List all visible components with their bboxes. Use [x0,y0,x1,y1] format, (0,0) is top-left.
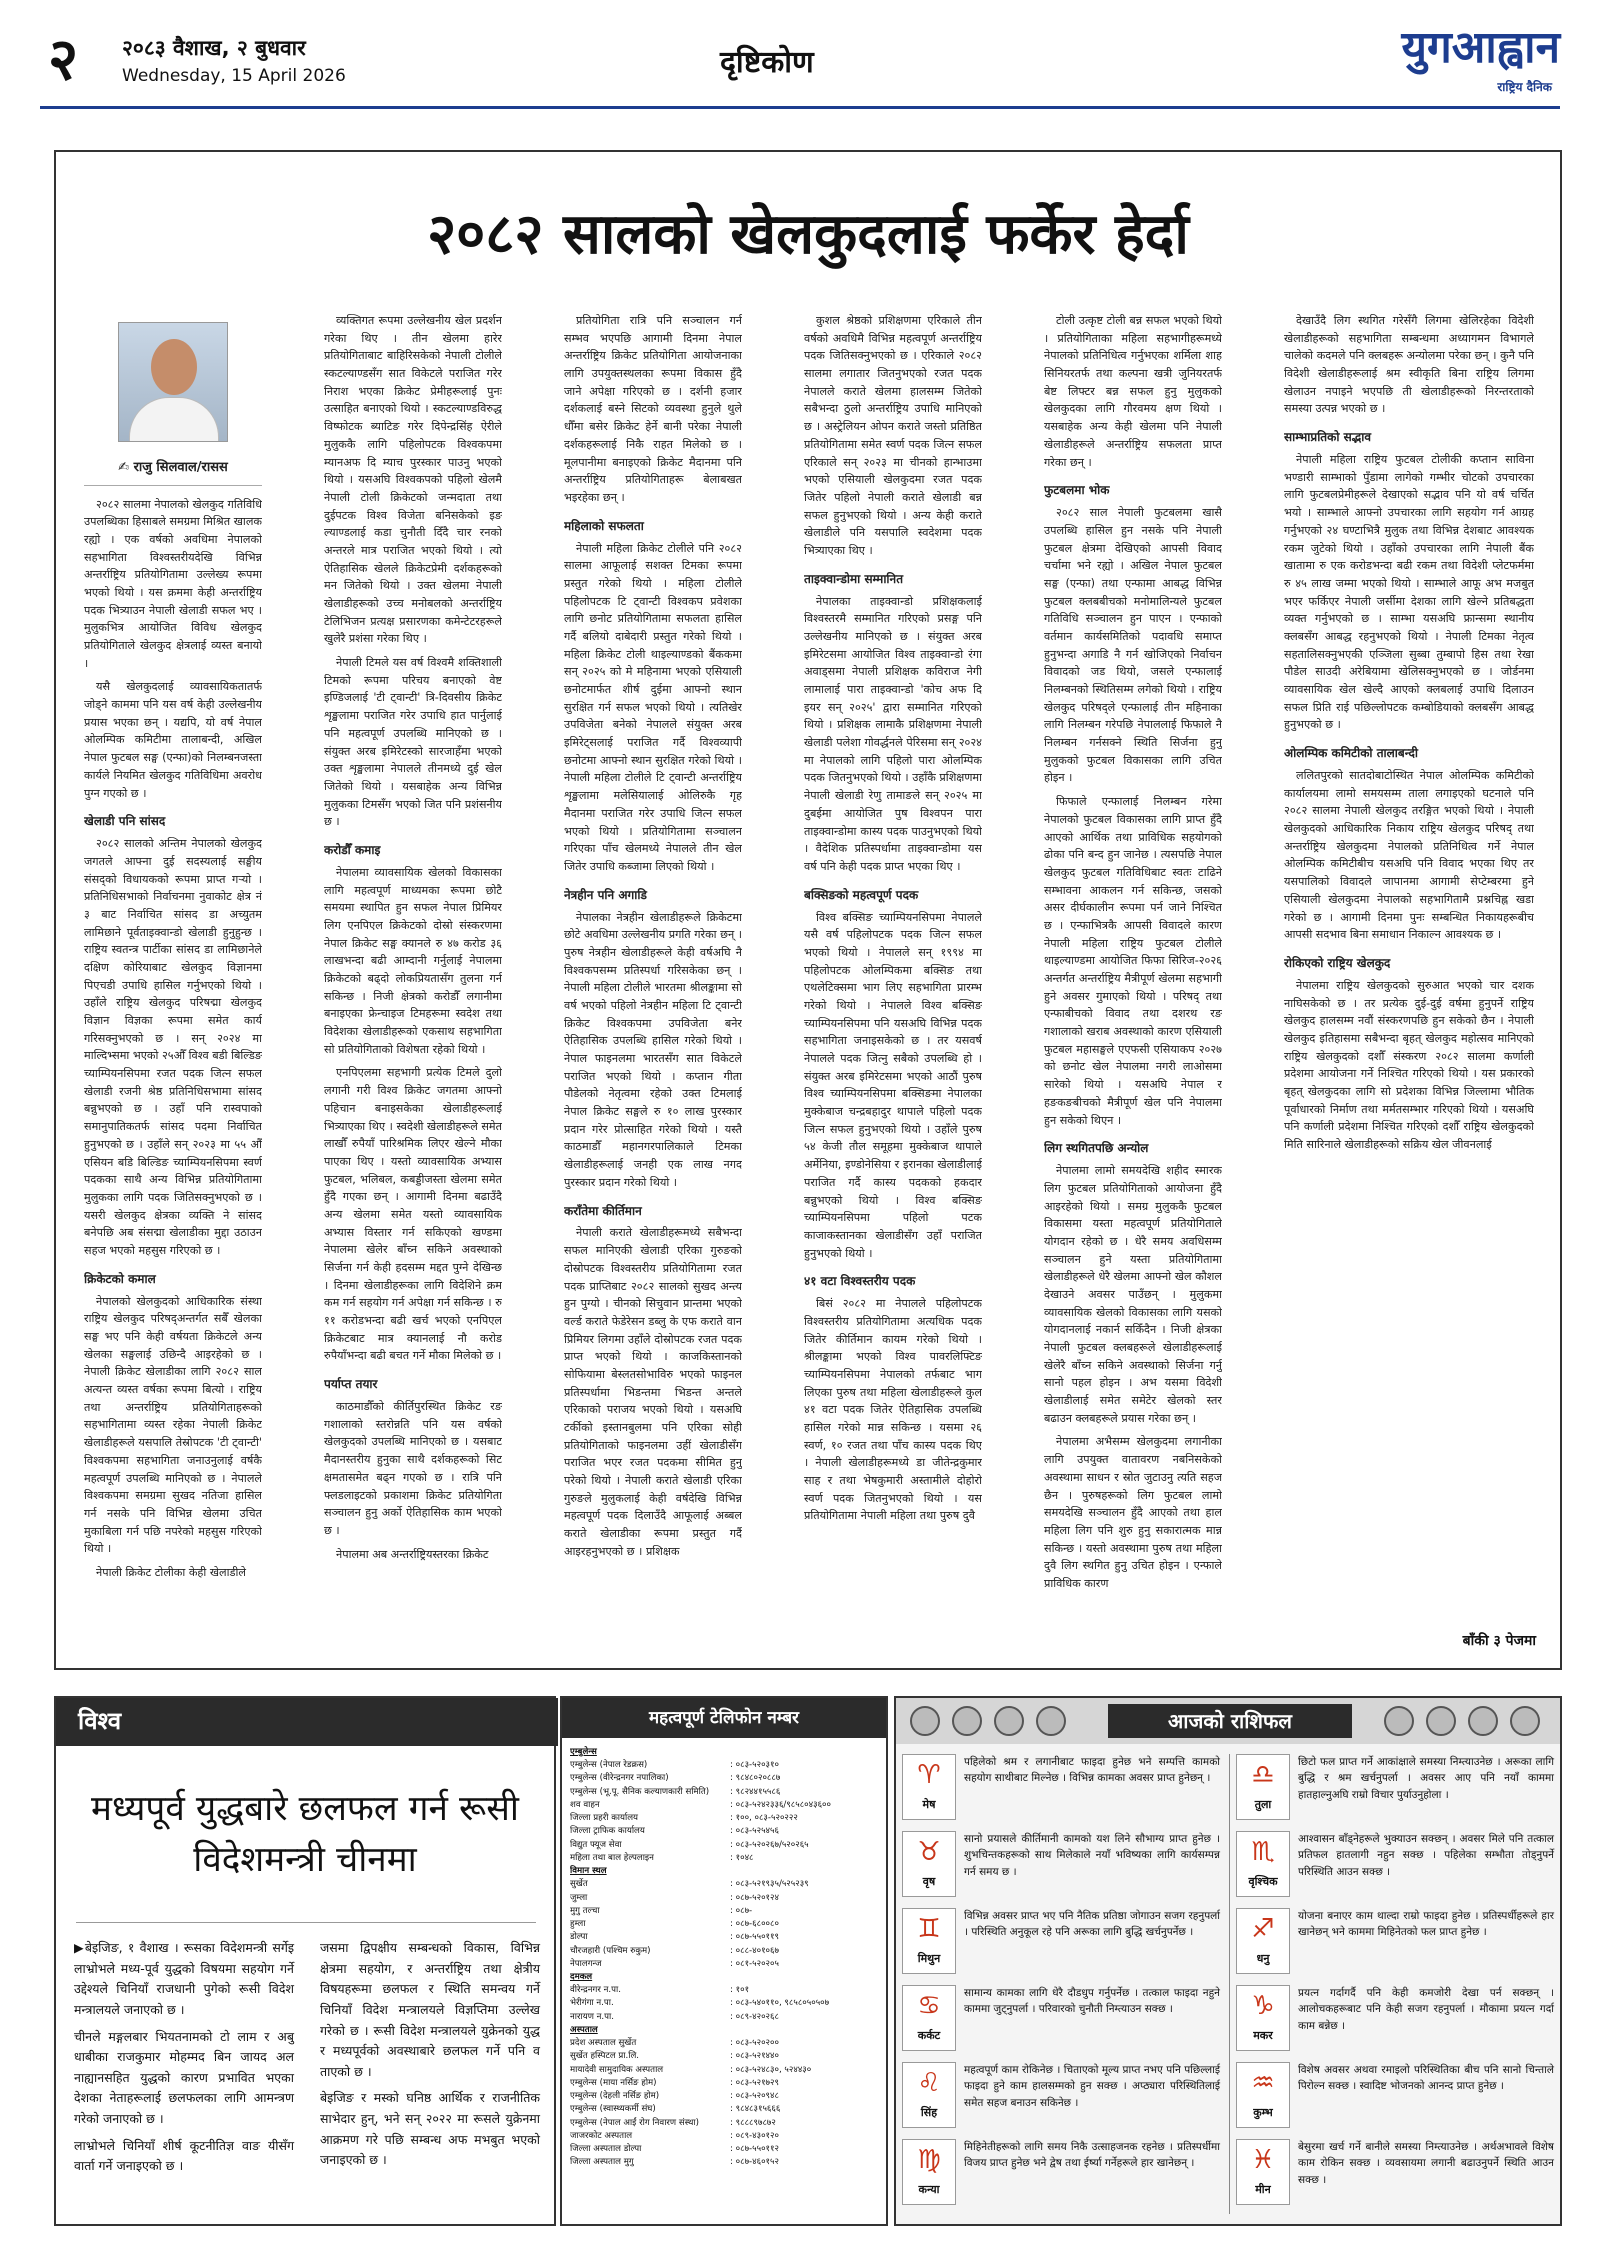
phone-number [730,1746,882,1759]
zodiac-glyph: ♏ [1251,1837,1275,1867]
subheading: नेत्रहीन पनि अगाडि [564,887,647,902]
horoscope-text: सामान्य कामका लागि धेरै दौडधुप गर्नुपर्नेछ । तत्काल फाइदा नहुने काममा जुट्नुपर्ला । परिवारको चुनौती निम्त्याउन सक्छ । [964,1987,1220,2016]
zodiac-ornament-icon [994,1706,1024,1736]
phone-row [570,2103,882,2116]
zodiac-name: मीन [1255,2183,1271,2196]
horoscope-text: छिटो फल प्राप्त गर्ने आकांक्षाले समस्या निम्त्याउनेछ । अरूका लागि बुद्धि र श्रम खर्चनुपर्ला । अवसर आए पनि नयाँ काममा हातहाल्नुअघि राम्रो विचार पुर्याउनुहोला । [1298,1756,1554,1801]
date-nepali: २०८३ वैशाख, २ बुधवार [122,36,306,60]
phone-row [570,1839,882,1852]
phone-label: जिल्ला प्रहरी कार्यालय [570,1813,639,1824]
paragraph: टोली उत्कृष्ट टोली बन्न सफल भएको थियो । प्रतियोगिताका महिला सहभागीहरूमध्ये नेपालको प्रतिनिधित्व गर्नुभएका शर्मिला शाह सिनियरतर्फ तथा कल्पना खत्री जुनियरतर्फ बेष्ट लिफ्टर बन्न सफल हुनु मुलुकको खेलकुदका लागि गौरवमय क्षण थियो । यसबाहेक अन्य केही खेलमा पनि नेपाली खेलाडीहरूले अन्तर्राष्ट्रिय सफलता प्राप्त गरेका छन् । [1044,314,1222,469]
phone-row [570,1825,882,1838]
zodiac-name: वृष [922,1875,936,1888]
phone-number [730,1865,882,1878]
phone-number: : ०८३-५२०९४८ [730,2091,779,2102]
paragraph: ललितपुरको सातदोबाटोस्थित नेपाल ओलम्पिक कमिटीको कार्यालयमा लामो समयसम्म ताला लगाइएको घटनाले पनि २०८२ सालमा नेपाली खेलकुद तरङ्गित भएको थियो । नेपाली खेलकुदको आधिकारिक निकाय राष्ट्रिय खेलकुद परिषद् तथा अन्तर्राष्ट्रिय खेलकुदमा नेपालको प्रतिनिधित्व गर्ने नेपाल ओलम्पिक कमिटीबीच यसअघि पनि विवाद भएका थिए तर यसपालिको विवादले जापानमा आगामी सेप्टेम्बरमा हुने एसियाली खेलकुदमा नेपालको सहभागितामै प्रश्नचिह्न खडा गरेको छ । आगामी दिनमा पुनः सम्बन्धित निकायहरूबीच आपसी सदभाव बिना समाधान निकाल्न आवश्यक छ । [1284,769,1534,942]
phone-number: : ०८७-५५०११२ [730,2144,779,2155]
zodiac-name: मिथुन [917,1952,941,1965]
horoscope-text: आश्वासन बाँड्नेहरूले भुक्याउन सक्छन् । अवसर मिले पनि तत्काल प्रतिफल हातलागी नहुन सक्छ । पहिलेका सम्भौता तोड्नुपर्ने परिस्थिति आउन सक्छ । [1298,1833,1554,1878]
zodiac-ornament-icon [910,1706,940,1736]
world-headline: मध्यपूर्व युद्धबारे छलफल गर्न रूसी विदेशमन्त्री चीनमा [91,1789,519,1880]
zodiac-name: मकर [1253,2029,1273,2042]
horoscope-text: महत्वपूर्ण काम रोकिनेछ । चिताएको मूल्य प्राप्त नभए पनि पछिल्लाई फाइदा हुने काम हालसम्मको हुन सक्छ । अप्ठ्यारा परिस्थितिलाई समेत सहज बनाउन सकिनेछ । [964,2064,1220,2109]
phone-row [570,1852,882,1865]
phone-number: : ०८३-५२१४४० [730,2051,779,2062]
phone-group-heading [570,1746,882,1759]
world-tab-bar [56,1698,558,1746]
world-body [74,1938,540,2218]
horoscope-entry [1236,1985,1558,2055]
paragraph: नेपालमा अब अन्तर्राष्ट्रियस्तरका क्रिकेट [336,1547,489,1561]
continued-note: बाँकी ३ पेजमा [1462,1633,1536,1649]
zodiac-glyph: ♋ [917,1991,941,2021]
paragraph: नेपालका ताइक्वान्डो प्रशिक्षकलाई विश्वस्तरमै सम्मानित गरिएको प्रसङ्ग पनि उल्लेखनीय मानिएको छ । संयुक्त अरब इमिरेटसमा आयोजित विश्व ताइक्वान्डो रंगा अवाड्समा नेपाली प्रशिक्षक कविराज नेगी लामालाई पारा ताइक्वान्डो 'कोच अफ दि इयर सन् २०२५' द्वारा सम्मानित गरिएको थियो । प्रशिक्षक लामाकै प्रशिक्षणमा नेपाली खेलाडी पलेशा गोवर्द्धनले पेरिसमा सन् २०२४ मा नेपालको लागि पहिलो पारा ओलम्पिक पदक जितनुभएको थियो । उहाँकै प्रशिक्षणमा नेपाली खेलाडी रेणु तामाङले सन् २०२५ मा दुबईमा आयोजित पुष विश्वपन पारा ताइक्वान्डोमा कास्य पदक पाउनुभएको थियो । वैदेशिक प्रतिस्पर्धामा ताइक्वान्डोमा यस वर्ष पनि केही पदक प्राप्त भएका थिए । [804,594,982,873]
phone-label: जिल्ला अस्पताल मुगु [570,2157,634,2168]
phone-number: : १००, ०८३-५२०२२२ [730,1813,798,1824]
phone-row [570,2117,882,2130]
paragraph: नेपालमा राष्ट्रिय खेलकुदको सुरुआत भएको चार दशक नाघिसकेको छ । तर प्रत्येक दुई-दुई वर्षमा हुनुपर्ने राष्ट्रिय खेलकुद हालसम्म नवौं संस्करणपछि हुन सकेको छैन । नेपाली खेलकुद इतिहासमा सबैभन्दा बृहत् खेलकुद महोत्सव मानिएको राष्ट्रिय खेलकुदको दशौँ संस्करण २०८२ सालमा कर्णाली प्रदेशमा आयोजना गर्ने निश्चित गरिएको थियो । यस प्रकारको बृहत् खेलकुदका लागि सो प्रदेशका विभिन्न जिल्लामा भौतिक पूर्वाधारको निर्माण तथा मर्मतसम्भार गरिएको थियो । यसअघि पनि कर्णाली प्रदेशमा निश्चित गरिएको दशौँ राष्ट्रिय खेलकुदको मिति सारिनाले खेलाडीहरूको सक्रिय खेल जीवनलाई [1284,978,1534,1152]
horoscope-entry [902,1754,1224,1824]
horoscope-entry [1236,1908,1558,1978]
phone-directory-title: महत्वपूर्ण टेलिफोन नम्बर [562,1698,886,1738]
paragraph: यसै खेलकुदलाई व्यावसायिकतातर्फ जोड्ने काममा पनि यस वर्ष केही उल्लेखनीय प्रयास भएका छन् । यद्यपि, यो वर्ष नेपाल ओलम्पिक कमिटीमा तालाबन्दी, अखिल नेपाल फुटबल सङ्घ (एन्फा)को निलम्बनजस्ता कार्यले नियमित खेलकुद गतिविधिमा अवरोध पुग्न गएको छ । [84,680,262,800]
phone-label: सुर्खेत [570,1879,588,1890]
phone-row [570,1931,882,1944]
phone-number: : ०८३-५२४२३३६/९८५८०४३६०० [730,1799,831,1810]
phone-number: : १०१ [730,1985,750,1996]
paragraph: नेपालको खेलकुदको आधिकारिक संस्था राष्ट्रिय खेलकुद परिषद्अन्तर्गत सबैँ खेलका सङ्घ भए पनि केही वर्षयता क्रिकेटले अन्य खेलका सङ्घलाई उछिन्दै आइरहेको छ । नेपाली क्रिकेट खेलाडीका लागि २०८२ साल अत्यन्त व्यस्त वर्षका रूपमा बित्यो । राष्ट्रिय तथा अन्तर्राष्ट्रिय प्रतियोगिताहरूको सहभागितामा व्यस्त रहेका नेपाली क्रिकेट खेलाडीहरूले यसपालि तेस्रोपटक 'टी ट्वान्टी' विश्वकपमा सहभागिता जनाउनुलाई वर्षकै महत्वपूर्ण उपलब्धि मानिएको छ । नेपालले विश्वकपमा समग्रमा सुखद नतिजा हासिल गर्न नसके पनि विभिन्न खेलमा उचित मुकाबिला गर्न पछि नपरेको महसुस गरिएको थियो । [84,1294,262,1556]
phone-number: : ९८४८३१५६६६ [730,2104,781,2115]
horoscope-entry [902,2062,1224,2132]
phone-row [570,1772,882,1785]
horoscope-entry [902,1985,1224,2055]
phone-row [570,1997,882,2010]
zodiac-sign-icon [902,1908,956,1974]
phone-row [570,1786,882,1799]
phone-row [570,1905,882,1918]
zodiac-ornament-icon [1468,1706,1498,1736]
horoscope-entry [1236,2139,1558,2209]
phone-number: : ९८२४४१५५८६ [730,1786,781,1797]
phone-label: डोल्पा [570,1932,588,1943]
horoscope-entry [902,1831,1224,1901]
phone-number: : ०८७-६८००८० [730,1919,779,1930]
phone-number: : ९८४८०२०८८७ [730,1773,781,1784]
phone-label: सुर्खेत हस्पिटल प्रा.लि. [570,2051,640,2062]
phone-row [570,2064,882,2077]
phone-label: नेपालगन्ज [570,1958,602,1969]
paragraph: नेपालमा व्यावसायिक खेलको विकासका लागि महत्वपूर्ण माध्यमका रूपमा छोटै समयमा स्थापित हुन सफल नेपाल प्रिमियर लिग एनपिएल क्रिकेटको दोस्रो संस्करणमा नेपाल क्रिकेट सङ्घ क्यानले रु ४७ करोड ३६ लाखभन्दा बढी आम्दानी गर्नुलाई नेपालमा क्रिकेटको बढ्दो लोकप्रियतासँग तुलना गर्न सकिन्छ । निजी क्षेत्रको करोडौँ लगानीमा बनाइएका फ्रेन्चाइज टिमहरूमा स्वदेश तथा विदेशका खेलाडीहरूको एकसाथ सहभागिता सो प्रतियोगिताको विशेषता रहेको थियो । [324,865,502,1056]
horoscope-entry [1236,2062,1558,2132]
phone-label: प्रदेश अस्पताल सुर्खेत [570,2038,637,2049]
zodiac-sign-icon [902,2062,956,2128]
horoscope-divider [1229,1754,1230,2214]
page-header [40,22,1560,110]
article-column-3 [564,312,742,1662]
horoscope-title: आजको राशिफल [1108,1704,1352,1738]
phone-row [570,1892,882,1905]
zodiac-sign-icon [902,1985,956,2051]
phone-row [570,1799,882,1812]
phone-number: : ०८३-५४०११०, ९८५८०५०५०७ [730,1998,830,2009]
paragraph: नेपालमा अभैसम्म खेलकुदमा लगानीका लागि उपयुक्त वातावरण नबनिसकेको अवस्थामा साधन र स्रोत जुटाउनु त्यति सहज छैन । पुरुषहरूको लिग फुटबल लामो समयदेखि सञ्चालन हुँदै आएको तथा हाल महिला लिग पनि शुरु हुनु सकारात्मक मान्न सकिन्छ । यस्तो अवस्थामा पुरुष तथा महिला दुवै लिग स्थगित हुनु उचित होइन । एन्फाले प्राविधिक कारण [1044,1435,1222,1590]
phone-number: : ०८७-५५०११९ [730,1932,779,1943]
phone-row [570,1918,882,1931]
paragraph: नेपाली कराते खेलाडीहरूमध्ये सबैभन्दा सफल मानिएकी खेलाडी एरिका गुरुङको दोस्रोपटक विश्वस्तरीय प्रतियोगितामा रजत पदक प्राप्तिबाट २०८२ सालको सुखद अन्त्य हुन पुग्यो । चीनको सिचुवान प्रान्तमा भएको वर्ल्ड कराते फेडेरेसन डब्लु के एफ कराते वान प्रिमियर लिगमा उहाँले दोस्रोपटक रजत पदक प्राप्त भएको थियो । काजकिस्तानको सोफियामा बेस्लतसोभाविरु भएको फाइनल प्रतिस्पर्धामा भिडन्तमा भिडन्त अन्तले एरिकाको पराजय भएको थियो । यसअघि टर्कीको इस्तानबुलमा पनि एरिका सोही प्रतियोगिताको फाइनलमा उहीं खेलाडीसँग पराजित भएर रजत पदकमा सीमित हुनु परेको थियो । नेपाली कराते खेलाडी एरिका गुरुङले मुलुकलाई केही वर्षदेखि विभिन्न महत्वपूर्ण पदक दिलाउँदै आफूलाई अब्बल कराते खेलाडीका रूपमा प्रस्तुत गर्दै आइरहनुभएको छ । प्रशिक्षक [564,1226,742,1558]
phone-row [570,1759,882,1772]
zodiac-name: वृश्चिक [1248,1875,1278,1888]
phone-label: जिल्ला ट्राफिक कार्यालय [570,1826,645,1837]
paragraph: लाभ्रोभले चिनियाँ शीर्ष कूटनीतिज्ञ वाङ यीसँग वार्ता गर्ने जनाइएको छ । [74,2137,294,2174]
phone-label: एम्बुलेन्स (स्वास्थ्यकर्मी संघ) [570,2104,656,2115]
newspaper-logo [1270,22,1560,98]
world-divider [76,1922,536,1923]
zodiac-ornament-icon [1426,1706,1456,1736]
paragraph: देखाउँदै लिग स्थगित गरेसँगै लिगमा खेलिरहेका विदेशी खेलाडीहरूको सहभागिता सम्बन्धमा अध्यागमन विभागले चालेको कदमले पनि क्लबहरू अन्योलमा परेका छन् । कुनै पनि विदेशी खेलाडीहरूलाई श्रम स्वीकृति बिना राष्ट्रिय लिगमा खेलाउन नपाइने भएपछि ती खेलाडीहरूको निरन्तरताको समस्या उत्पन्न भएको छ । [1284,314,1534,416]
paragraph: विश्व बक्सिङ च्याम्पियनसिपमा नेपालले यसै वर्ष पहिलोपटक पदक जित्न सफल भएको थियो । नेपालले सन् १९९४ मा पहिलोपटक ओलम्पिकमा बक्सिङ तथा एथलेटिक्समा भाग लिए सहभागिता प्रारम्भ गरेको थियो । नेपालले विश्व बक्सिङ च्याम्पियनसिपमा पनि यसअघि विभिन्न पदक सहभागिता जनाइसकेको छ । तर यसवर्ष नेपालले पदक जित्नु सबैको उपलब्धि हो । संयुक्त अरब इमिरेटसमा भएको आठौं पुरुष विश्व च्याम्पियनसिपमा बक्सिङमा नेपालका मुक्केबाज चन्द्रबहादुर थापाले पहिलो पदक जित्न सफल हुनुभएको थियो । उहाँले पुरुष ५४ केजी तौल समूहमा मुक्केबाज थापाले अर्मेनिया, इण्डोनेसिया र इरानका खेलाडीलाई पराजित गर्दै कास्य पदकको हकदार बन्नुभएको थियो । विश्व बक्सिङ च्याम्पियनसिपमा पहिलो पटक काजाकस्तानका खेलाडीसँग उहाँ पराजित हुनुभएको थियो । [804,910,982,1260]
phone-row [570,2077,882,2090]
zodiac-sign-icon [1236,1985,1290,2051]
section-title: दृष्टिकोण [720,45,814,80]
phone-label: विमान स्थल [570,1866,607,1877]
phone-row [570,2130,882,2143]
logo-subtitle: राष्ट्रिय दैनिक [1497,80,1552,94]
zodiac-name: सिंह [920,2106,938,2119]
paragraph: एनपिएलमा सहभागी प्रत्येक टिमले दुलो लगानी गरी विश्व क्रिकेट जगतमा आफ्नो पहिचान बनाइसकेका खेलाडीहरूलाई भित्र्याएका थिए । स्वदेशी खेलाडीहरूले समेत लाखौँ रुपैयाँ पारिश्रमिक लिएर खेल्ने मौका पाएका थिए । यस्तो व्यावसायिक अभ्यास फुटबल, भलिबल, कबड्डीजस्ता खेलमा समेत हुँदै गएका छन् । आगामी दिनमा बढाउँदै अन्य खेलमा समेत यस्तो व्यावसायिक अभ्यास विस्तार गर्न सकिएको खण्डमा नेपालमा खेलेर बाँच्न सकिने अवस्थाको सिर्जना गर्न केही हदसम्म मद्दत पुग्ने देखिन्छ । दिनमा खेलाडीहरूका लागि विदेशिने क्रम कम गर्न सहयोग गर्न अपेक्षा गर्न सकिन्छ । रु ११ करोडभन्दा बढी खर्च भएको एनपिएल क्रिकेटबाट मात्र क्यानलाई नौ करोड रुपैयाँभन्दा बढी बचत गर्ने मौका मिलेको छ । [324,1066,502,1363]
phone-group-heading [570,1971,882,1984]
zodiac-glyph: ♑ [1251,1991,1275,2021]
horoscope-text: योजना बनाएर काम थाल्दा राम्रो फाइदा हुनेछ । प्रतिस्पर्धीहरूले हार खानेछन् भने काममा मिहिनेतको फल प्राप्त हुनेछ । [1298,1910,1554,1939]
phone-number: : ०८९-४३०१२० [730,2130,779,2141]
horoscope-entry [1236,1831,1558,1901]
phone-label: विद्युत फ्यूज सेवा [570,1839,622,1850]
phone-row [570,2090,882,2103]
world-column-1 [74,1938,294,2183]
phone-label: मुगु तल्चा [570,1905,600,1916]
phone-label: एम्बुलेन्स [570,1747,597,1757]
phone-number: : १०४८ [730,1852,754,1863]
article-column-4 [804,312,982,1662]
phone-number: : ०८७- [730,1905,753,1916]
subheading: साम्भाप्रतिको सद्भाव [1284,430,1372,445]
phone-label: जुम्ला [570,1892,588,1903]
paragraph: बिसं २०८२ मा नेपालले पहिलोपटक विश्वस्तरीय प्रतियोगितामा अत्यधिक पदक जितेर कीर्तिमान कायम गरेको थियो । श्रीलङ्कामा भएको विश्व पावरलिफ्टिङ च्याम्पियनसिपमा नेपालको तर्फबाट भाग लिएका पुरुष तथा महिला खेलाडीहरूले कुल ४१ वटा पदक जितेर ऐतिहासिक उपलब्धि हासिल गरेको मान्न सकिन्छ । यसमा २६ स्वर्ण, १० रजत तथा पाँच कास्य पदक थिए । नेपाली खेलाडीहरूमध्ये डा जीतेन्द्रकुमार साह र तथा भेषकुमारी अस्तामीले दोहोरो स्वर्ण पदक जितनुभएको थियो । यस प्रतियोगितामा नेपाली महिला तथा पुरुष दुवै [804,1297,982,1523]
phone-row [570,2050,882,2063]
paragraph: चीनले मङ्गलबार भियतनामको टो लाम र अबु धाबीका राजकुमार मोहम्मद बिन जायद अल नाह्यानसहित युद्धको कारण प्रभावित भएका देशका नेताहरूलाई छलफलका लागि आमन्त्रण गरेको जनाएको छ । [74,2028,294,2126]
phone-label: एम्बुलेन्स (वीरेन्द्रनगर नपालिका) [570,1773,669,1784]
phone-number: : ०८७-४६०१५२ [730,2157,779,2168]
subheading: ओलम्पिक कमिटीको तालाबन्दी [1284,746,1418,761]
paragraph: २०८२ साल नेपाली फुटबलमा खासै उपलब्धि हासिल हुन नसके पनि नेपाली फुटबल क्षेत्रमा देखिएको आपसी विवाद चर्चामा भने रह्यो । अखिल नेपाल फुटबल सङ्घ (एन्फा) तथा एन्फामा आबद्ध विभिन्न फुटबल क्लबबीचको मनोमालिन्यले फुटबल गतिविधि सञ्चालन हुन पाएन । एन्फाको वर्तमान कार्यसमितिको पदावधि समाप्त हुनुभन्दा अगाडि नै गर्न खोजिएको निर्वाचन विवादको जड थियो, जसले एन्फालाई निलम्बनको स्थितिसम्म लगेको थियो । राष्ट्रिय खेलकुद परिषद्ले एन्फालाई तीन महिनाका लागि निलम्बन गरेपछि नेपाललाई फिफाले नै निलम्बन गर्नसक्ने स्थिति सिर्जना हुनु मुलुकको फुटबल विकासका लागि उचित होइन । [1044,506,1222,785]
phone-row [570,1812,882,1825]
horoscope-text: बेसुरमा खर्च गर्ने बानीले समस्या निम्त्याउनेछ । अर्थअभावले विशेष काम रोकिन सक्छ । व्यवसायमा लगानी बढाउनुपर्ने स्थिति आउन सक्छ । [1298,2141,1554,2186]
phone-number: : ०८३-५२१७२९ [730,2077,779,2088]
zodiac-glyph: ♊ [917,1914,941,1944]
paragraph: फिफाले एन्फालाई निलम्बन गरेमा नेपालको फुटबल विकासका लागि प्राप्त हुँदै आएको आर्थिक तथा प्राविधिक सहयोगको ढोका पनि बन्द हुन जानेछ । त्यसपछि नेपाल खेलकुद फुटबल गतिविधिबाट स्वतः टाढिने सम्भावना आकलन गर्न सकिन्छ, जसको असर दीर्घकालीन रूपमा पर्न जाने निश्चित छ । एन्फाभित्रकै आपसी विवादले कारण नेपाली महिला राष्ट्रिय फुटबल टोलीले थाइल्याण्डमा आयोजित फिफा सिरिज-२०२६ अन्तर्गत अन्तर्राष्ट्रिय मैत्रीपूर्ण खेलमा सहभागी हुने अवसर गुमाएको थियो । परिषद् तथा एन्फाबीचको विवाद तथा दशरथ रङ गशालाको खराब अवस्थाको कारण एसियाली फुटबल महासङ्घले एएफसी एसियाकप २०२७ को छनोट खेल नेपालमा नगरी लाओसमा सारेको थियो । यसअघि नेपाल र हङकङबीचको मैत्रीपूर्ण खेल पनि नेपालमा हुन सकेको थिएन । [1044,795,1222,1127]
phone-label: चौरजहारी (पश्चिम रुकुम) [570,1945,651,1956]
date-english: Wednesday, 15 April 2026 [122,66,346,86]
paragraph: जसमा द्विपक्षीय सम्बन्धको विकास, विभिन्न क्षेत्रमा सहयोग, र अन्तर्राष्ट्रिय तथा क्षेत्रीय विषयहरूमा छलफल र स्थिति समन्वय गर्ने चिनियाँ विदेश मन्त्रालयले विज्ञप्तिमा उल्लेख गरेको छ । रूसी विदेश मन्त्रालयले युक्रेनको युद्ध र मध्यपूर्वको अवस्थाबारे छलफल गर्ने पनि व ताएको छ । [320,1940,540,2079]
world-news-box [54,1696,556,2226]
paragraph: २०८२ सालको अन्तिम नेपालको खेलकुद जगतले आफ्ना दुई सदस्यलाई सङ्घीय संसद्को विधायकको रूपमा प्राप्त गऱ्यो । प्रतिनिधिसभाको निर्वाचनमा नुवाकोट क्षेत्र नं ३ बाट निर्वाचित सांसद डा अच्युतम लामिछाने पूर्वताइक्वान्डो खेलाडी हुनुहुन्छ । राष्ट्रिय स्वतन्त्र पार्टीका सांसद डा लामिछानेले दक्षिण कोरियाबाट खेलकुद विज्ञानमा पिएचडी उपाधि हासिल गर्नुभएको थियो । उहाँले राष्ट्रिय खेलकुद परिषद्मा खेलकुद विज्ञान विज्ञका रूपमा समेत कार्य गरिसक्नुभएको छ । सन् २०२४ मा माल्दिभ्समा भएको २५औँ विश्व बडी बिल्डिङ च्याम्पियनसिपमा रजत पदक जित्न सफल खेलाडी रजनी श्रेष्ठ प्रतिनिधिसभामा सांसद बन्नुभएको छ । उहाँ पनि रास्वपाको समानुपातिकतर्फ सांसद पदमा निर्वाचित हुनुभएको छ । उहाँले सन् २०२३ मा ५५ औँ एसियन बडि बिल्डिङ च्याम्पियनसिपमा स्वर्ण पदकका साथै अन्य विभिन्न प्रतियोगितामा मुलुकका लागि पदक जितिसक्नुभएको छ । यसरी खेलकुद क्षेत्रका व्यक्ति ने सांसद बनेपछि अब संसद्मा खेलाडीका मुद्दा उठाउन सहज भएको महसुस गरिएको छ । [84,837,262,1257]
paragraph: नेपालमा लामो समयदेखि शहीद स्मारक लिग फुटबल प्रतियोगिताको आयोजना हुँदै आइरहेको थियो । समग्र मुलुककै फुटबल विकासमा यस्ता महत्वपूर्ण प्रतियोगिताले योगदान रहेको छ । धेरै समय अवधिसम्म सञ्चालन हुने यस्ता प्रतियोगितामा खेलाडीहरूले धेरै खेलमा आफ्नो खेल कौशल देखाउने अवसर पाउँछन् । मुलुकमा व्यावसायिक खेलको विकासका लागि यसको योगदानलाई नकार्न सकिँदैन । निजी क्षेत्रका नेपाली फुटबल क्लबहरूले खेलाडीहरूलाई खेलेरै बाँच्न सकिने अवस्थाको सिर्जना गर्नु सानो पहल होइन । अभ यसमा विदेशी खेलाडीलाई समेत समेटेर खेलको स्तर बढाउन क्लबहरूले प्रयास गरेका छन् । [1044,1164,1222,1425]
zodiac-glyph: ♒ [1251,2068,1275,2098]
phone-label: जाजरकोट अस्पताल [570,2130,633,2141]
phone-group-heading [570,2024,882,2037]
horoscope-text: विभिन्न अवसर प्राप्त भए पनि नैतिक प्रतिष्ठा जोगाउन सजग रहनुपर्ला । परिस्थिति अनुकूल रहे पनि अरूका लागि बुद्धि खर्चनुपर्नेछ । [964,1910,1220,1939]
phone-label: मायादेवी सामुदायिक अस्पताल [570,2064,664,2075]
phone-number: : ०८९-४२०२६८ [730,2011,779,2022]
page-number: २ [48,25,79,93]
zodiac-ornament-icon [952,1706,982,1736]
horoscope-text: प्रयत्न गर्दागर्दै पनि केही कमजोरी देखा पर्न सक्छन् । आलोचकहरूबाट पनि केही सजग रहनुपर्ला । मौकामा प्रयत्न गर्दा काम बन्नेछ । [1298,1987,1554,2032]
main-article [54,150,1562,1670]
zodiac-glyph: ♉ [917,1837,941,1867]
paragraph: नेपालका नेत्रहीन खेलाडीहरूले क्रिकेटमा छोटे अवधिमा उल्लेखनीय प्रगति गरेका छन् । पुरुष नेत्रहीन खेलाडीहरूले केही वर्षअघि नै विश्वकपसम्म प्रतिस्पर्धा गरिसकेका छन् । नेपाली महिला टोलीले भारतमा श्रीलङ्कामा सो वर्ष भएको पहिलो नेत्रहीन महिला टि ट्वान्टी क्रिकेट विश्वकपमा उपविजेता बनेर ऐतिहासिक उपलब्धि हासिल गरेको थियो । नेपाल फाइनलमा भारतसँग सात विकेटले पराजित भएको थियो । कप्तान गीता पौडेलको नेतृत्वमा रहेको उक्त टिमलाई नेपाल क्रिकेट सङ्घले रु १० लाख पुरस्कार प्रदान गरेर प्रोत्साहित गरेको थियो । यस्तै काठमाडौँ महानगरपालिकाले टिमका खेलाडीहरूलाई जनही एक लाख नगद पुरस्कार प्रदान गरेको थियो । [564,910,742,1189]
phone-number: : ०८७-५२०१२४ [730,1892,779,1903]
article-column-5 [1044,312,1222,1662]
phone-number: : ०८३-५२०२०० [730,2038,779,2049]
phone-row [570,2011,882,2024]
subheading: बक्सिङको महत्वपूर्ण पदक [804,887,919,902]
zodiac-ornament-icon [1510,1706,1540,1736]
phone-number [730,1971,882,1984]
zodiac-sign-icon [1236,1908,1290,1974]
phone-list [570,1746,882,2170]
phone-label: महिला तथा बाल हेल्पलाइन [570,1852,654,1863]
zodiac-glyph: ♌ [917,2068,941,2098]
subheading: फुटबलमा भोक [1044,483,1110,498]
zodiac-glyph: ♍ [917,2145,941,2175]
subheading: पर्याप्त तयार [324,1377,378,1392]
paragraph: ▶बेइजिङ, १ वैशाख । रूसका विदेशमन्त्री सर्गेइ लाभ्रोभले मध्य-पूर्व युद्धको विषयमा सहयोग गर्ने उद्देश्यले चिनियाँ राजधानी पुगेको रूसी विदेश मन्त्रालयले जनाएको छ । [74,1940,294,2017]
phone-group-heading [570,1865,882,1878]
phone-number: : ०८३-५२५४५६ [730,1826,779,1837]
phone-label: अस्पताल [570,2024,598,2035]
phone-directory-box [560,1696,888,2226]
subheading: ताइक्वान्डोमा सम्मानित [804,571,904,586]
subheading: करोडौँ कमाइ [324,842,381,857]
phone-label: नारायण न.पा. [570,2011,615,2022]
zodiac-name: कुम्भ [1253,2106,1273,2119]
zodiac-name: धनु [1256,1952,1270,1965]
horoscope-text: सानो प्रयासले कीर्तिमानी कामको यश लिने सौभाग्य प्राप्त हुनेछ । शुभचिन्तकहरूको साथ मिलेकाले नयाँ भविष्यका लागि कार्यसम्पन्न गर्न समय छ । [964,1833,1220,1878]
horoscope-text: मिहिनेतीहरूको लागि समय निकै उत्साहजनक रहनेछ । प्रतिस्पर्धीमा विजय प्राप्त हुनेछ भने द्वेष तथा ईर्ष्या गर्नेहरूले हार खानेछन् । [964,2141,1220,2170]
zodiac-sign-icon [1236,2062,1290,2128]
zodiac-sign-icon [1236,1831,1290,1897]
phone-label: शव वाहन [570,1799,600,1810]
paragraph: काठमाडौँको कीर्तिपुरस्थित क्रिकेट रङ गशालाको स्तरोन्नति पनि यस वर्षको खेलकुदको उपलब्धि मानिएको छ । यसबाट मैदानस्तरीय हुनुका साथै दर्शकहरूको सिट क्षमतासमेत बढ्न गएको छ । रात्रि पनि फ्लडलाइटको प्रकाशमा क्रिकेट प्रतियोगिता सञ्चालन हुनु अर्को ऐतिहासिक काम भएको छ । [324,1400,502,1537]
phone-number: : ०८३-५२०३१० [730,1760,779,1771]
phone-row [570,2156,882,2169]
phone-number: : ०८३-५२०२६७/५२०२६५ [730,1839,809,1850]
article-column-6 [1284,312,1534,1662]
phone-row [570,1878,882,1891]
zodiac-name: कन्या [918,2183,940,2196]
zodiac-sign-icon [902,1831,956,1897]
zodiac-glyph: ♐ [1251,1914,1275,1944]
phone-label: वीरेन्द्रनगर न.पा. [570,1985,621,1996]
zodiac-ornament-icon [1384,1706,1414,1736]
phone-row [570,1984,882,1997]
paragraph: प्रतियोगिता रात्रि पनि सञ्चालन गर्न सम्भव भएपछि आगामी दिनमा नेपाल अन्तर्राष्ट्रिय क्रिकेट प्रतियोगिता आयोजनाका लागि उपयुक्तस्थलका रूपमा विकास हुँदै जाने अपेक्षा गरिएको छ । दर्शनी हजार दर्शकलाई बस्ने सिटको व्यवस्था हुनुले थुले धौँमा बसेर क्रिकेट हेर्ने बानी परेका नेपाली दर्शकहरूलाई निकै राहत मिलेको छ । मूलपानीमा बनाइएको क्रिकेट मैदानमा पनि अन्तर्राष्ट्रिय प्रतियोगिताहरू बेलाबखत भइरहेका छन् । [564,314,742,504]
horoscope-entry [902,2139,1224,2209]
paragraph: कुशल श्रेष्ठको प्रशिक्षणमा एरिकाले तीन वर्षको अवधिमै विभिन्न महत्वपूर्ण अन्तर्राष्ट्रिय पदक जितिसक्नुभएको छ । एरिकाले २०८२ सालमा लगातार जितनुभएको रजत पदक नेपालले कराते खेलमा हालसम्म जितेको सबैभन्दा ठुलो अन्तर्राष्ट्रिय उपाधि मानिएको छ । अस्ट्रेलियन ओपन कराते जस्तो प्रतिष्ठित प्रतियोगितामा समेत स्वर्ण पदक जित्न सफल एरिकाले सन् २०२३ मा चीनको हान्भाउमा भएको एसियाली खेलकुदमा रजत पदक जितेर पहिलो नेपाली कराते खेलाडी बन्न सफल हुनुभएको थियो । अन्य केही कराते खेलाडीले पनि यसपालि स्वदेशमा पदक भित्र्याएका थिए । [804,314,982,557]
phone-label: दमकल [570,1971,593,1982]
phone-label: एम्बुलेन्स (माया नर्सिङ होम) [570,2077,657,2088]
phone-row [570,1945,882,1958]
subheading: महिलाको सफलता [564,518,644,533]
paragraph: नेपाली टिमले यस वर्ष विश्वमै शक्तिशाली टिमको रूपमा परिचय बनाएको वेष्ट इण्डिजलाई 'टी ट्वान्टी' त्रि-दिवसीय क्रिकेट शृङ्खलामा पराजित गरेर उपाधि हात पार्नुलाई पनि महत्वपूर्ण उपलब्धि मानिएको छ । संयुक्त अरब इमिरेटस्को सारजाहँमा भएको उक्त शृङ्खलामा नेपालले तीनमध्ये दुई खेल जितेको थियो । यसबाहेक अन्य विभिन्न मुलुकका टिमसँग भएको जित पनि प्रशंसनीय छ । [324,656,502,829]
horoscope-text: विशेष अवसर अथवा रमाइलो परिस्थितिका बीच पनि सानो चिन्ताले पिरोल्न सक्छ । स्वादिष्ट भोजनको आनन्द प्राप्त हुनेछ । [1298,2064,1554,2093]
zodiac-sign-icon [902,2139,956,2205]
article-column-1 [84,312,262,1662]
zodiac-sign-icon [902,1754,956,1820]
article-headline: २०८२ सालको खेलकुदलाई फर्केर हेर्दा [427,202,1189,267]
author-byline: ✍ राजु सिलवाल/रासस [84,458,262,486]
phone-label: हुम्ला [570,1919,586,1930]
logo-text: युगआह्वान [1401,22,1560,73]
world-tab-label: विश्व [78,1707,122,1735]
zodiac-name: मेष [922,1798,936,1811]
zodiac-ornament-icon [1036,1706,1066,1736]
paragraph: बेइजिङ र मस्को घनिष्ठ आर्थिक र राजनीतिक साभेदार हुन्, भने सन् २०२२ मा रूसले युक्रेनमा आक्रमण गरे पछि सम्बन्ध अफ मभबुत भएको जनाइएको छ । [320,2090,540,2168]
phone-label: एम्बुलेन्स (नेपाल रेडक्रस) [570,1760,648,1771]
paragraph: नेपाली महिला राष्ट्रिय फुटबल टोलीकी कप्तान साविना भण्डारी साम्भाको पुँडामा लागेको गम्भीर चोटको उपचारका लागि फुटबलप्रेमीहरूले देखाएको सद्भाव पनि यो वर्ष चर्चित भयो । साम्भाले आफ्नो उपचारका लागि सहयोग गर्न आग्रह गर्नुभएको २४ घण्टाभित्रै मुलुक तथा विभिन्न देशबाट आवश्यक रकम जुटेको थियो । उहाँको उपचारका लागि नेपाली बैंक खातामा रु एक करोडभन्दा बढी रकम तथा विदेशी प्लेटफर्ममा रु ४५ लाख जम्मा भएको थियो । साम्भाले आफू अभ मजबुत भएर फर्किएर नेपाली जर्सीमा देशका लागि खेल्ने प्रतिबद्धता व्यक्त गर्नुभएको छ । साम्भा यसअघि फ्रान्समा स्थानीय क्लबसँग आबद्ध रहनुभएको थियो । नेपाली टिमका नेतृत्व सहतालिसक्नुभएकी एञ्जिला सुब्बा तुम्बापो हिस तथा रेखा पौडेल साउदी अरेबियामा खेलिसक्नुभएको छ । जोर्डनमा व्यावसायिक खेल खेल्दै आएको क्लबलाई उपाधि दिलाउन सफल प्रिति राई पछिल्लोपटक कम्बोडियाको क्लबसँग आबद्ध हुनुभएको छ । [1284,453,1534,732]
phone-row [570,1958,882,1971]
paragraph: व्यक्तिगत रूपमा उल्लेखनीय खेल प्रदर्शन गरेका थिए । तीन खेलमा हारेर प्रतियोगिताबाट बाहिरिसकेको नेपाली टोलीले स्कटल्याण्डसँग सात विकेटले पराजित गरेर निराश भएका क्रिकेट प्रेमीहरूलाई पुनः उत्साहित बनाएको थियो । स्कटल्याण्डविरुद्ध विष्फोटक ब्याटिङ गरेर दिपेन्द्रसिंह ऐरीले मुलुककै लागि पहिलोपटक विश्वकपमा म्यानअफ दि म्याच पुरस्कार पाउनु भएको थियो । यसअघि विश्वकपको पहिलो खेलमै नेपाली टोली क्रिकेटको जन्मदाता तथा दुईपटक विश्व विजेता बनिसकेको इङ ल्याण्डलाई कडा चुनौती दिँदै चार रनको अन्तरले मात्र पराजित भएको थियो । त्यो ऐतिहासिक खेलले क्रिकेटप्रेमी दर्शकहरूको मन जितेको थियो । उक्त खेलमा नेपाली खेलाडीहरूको उच्च मनोबलको अन्तर्राष्ट्रिय टेलिभिजन प्रत्यक्ष प्रसारणका कमेन्टेटरहरूले खुलेरै प्रशंसा गरेका थिए । [324,314,502,646]
phone-label: जिल्ला अस्पताल डोल्पा [570,2144,642,2155]
zodiac-sign-icon [1236,2139,1290,2205]
subheading: लिग स्थगितपछि अन्योल [1044,1141,1149,1156]
author-photo [118,322,228,442]
zodiac-glyph: ♈ [917,1760,941,1790]
subheading: क्रिकेटको कमाल [84,1271,156,1286]
horoscope-text: पहिलेको श्रम र लगानीबाट फाइदा हुनेछ भने सम्पत्ति कामको सहयोग साथीबाट मिल्नेछ । विभिन्न कामका अवसर प्राप्त हुनेछन् । [964,1756,1220,1785]
phone-label: भेरीगंगा न.पा. [570,1998,614,2009]
world-column-2 [320,1938,540,2177]
phone-row [570,2143,882,2156]
subheading: रोकिएको राष्ट्रिय खेलकुद [1284,955,1391,970]
paragraph: नेपाली क्रिकेट टोलीका केही खेलाडीले [96,1565,246,1579]
subheading: खेलाडी पनि सांसद [84,814,166,829]
phone-label: एम्बुलेन्स (भू.पू. सैनिक कल्याणकारी समिति) [570,1786,710,1797]
paragraph: २०८२ सालमा नेपालको खेलकुद गतिविधि उपलब्धिका हिसाबले समग्रमा मिश्रित खालक रह्यो । एक वर्षको अवधिमा नेपालको सहभागिता विश्वस्तरीयदेखि विभिन्न अन्तर्राष्ट्रिय प्रतियोगितामा उल्लेख्य रूपमा भएको थियो । यस क्रममा केही अन्तर्राष्ट्रिय पदक भित्र्याउन नेपाली खेलाडी सफल भए । मुलुकभित्र आयोजित विविध खेलकुद प्रतियोगिताले खेलकुद क्षेत्रलाई व्यस्त बनायो । [84,497,262,670]
zodiac-sign-icon [1236,1754,1290,1820]
phone-label: एम्बुलेन्स (देहली नर्सिङ होम) [570,2091,660,2102]
subheading: कराँतेमा कीर्तिमान [564,1203,642,1218]
horoscope-title-bar [896,1698,1560,1744]
horoscope-entry [1236,1754,1558,1824]
paragraph: नेपाली महिला क्रिकेट टोलीले पनि २०८२ सालमा आफूलाई सशक्त टिमका रूपमा प्रस्तुत गरेको थियो । महिला टोलीले पहिलोपटक टि ट्वान्टी विश्वकप प्रवेशका लागि छनोट प्रतियोगितामा सफलता हासिल गर्दै बलियो दाबेदारी प्रस्तुत गरेको थियो । महिला क्रिकेट टोली थाइल्याण्डको बैंककमा सन् २०२५ को मे महिनामा भएको एसियाली छनोटमार्फत शीर्ष दुईमा आफ्नो स्थान सुरक्षित गर्न सफल भएको थियो । त्यतिखेर उपविजेता बनेको नेपालले संयुक्त अरब इमिरेट्सलाई पराजित गर्दै विश्वव्यापी छनोटमा आफ्नो स्थान सुरक्षित गरेको थियो । नेपाली महिला टोलीले टि ट्वान्टी अन्तर्राष्ट्रिय शृङ्खलामा मलेसियालाई ओलिरुकै गृह मैदानमा पराजित गरेर उपाधि जित्न सफल भएको थियो । प्रतियोगितामा सञ्चालन गरिएका पाँच खेलमध्ये नेपालले तीन खेल जितेर उपाधि कब्जामा लिएको थियो । [564,541,742,873]
horoscope-entry [902,1908,1224,1978]
zodiac-glyph: ♎ [1251,1760,1275,1790]
phone-label: एम्बुलेन्स (नेपाल आईं रोग निवारण संस्था) [570,2117,699,2128]
zodiac-name: तुला [1254,1798,1272,1811]
zodiac-name: कर्कट [917,2029,941,2042]
header-rule [40,106,1560,109]
subheading: ४१ वटा विश्वस्तरीय पदक [804,1274,916,1289]
zodiac-glyph: ♓ [1251,2145,1275,2175]
phone-number: : ०८१-५२०२०५ [730,1958,779,1969]
phone-number: : ०८८-४०१०६७ [730,1945,779,1956]
horoscope-box [894,1696,1562,2226]
phone-number: : ०८३-५२१९३५/५२५२३९ [730,1879,809,1890]
phone-number: : ०८३-५२४८३०, ५२४४३० [730,2064,812,2075]
article-column-2 [324,312,502,1662]
phone-number [730,2024,882,2037]
phone-row [570,2037,882,2050]
phone-number: : ९८८८९७८७२ [730,2117,776,2128]
